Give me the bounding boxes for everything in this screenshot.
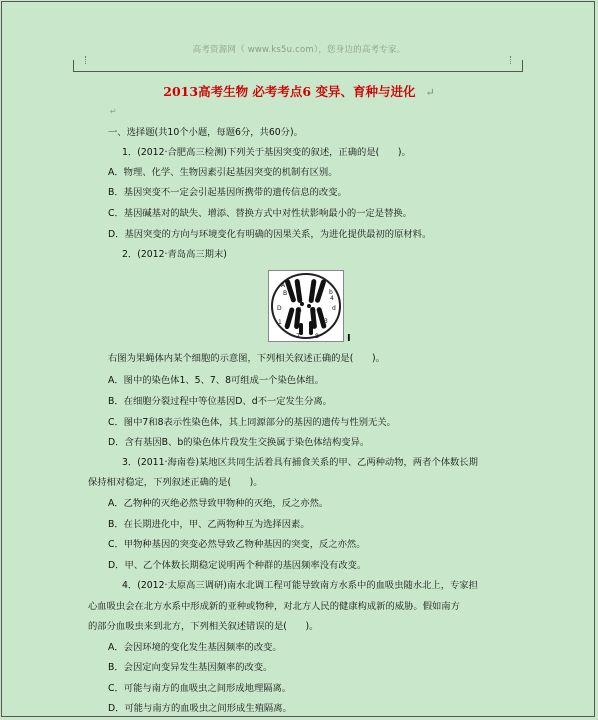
margin-mark-left <box>85 56 87 64</box>
q2-caption: 右图为果蝇体内某个细胞的示意图，下列相关叙述正确的是( )。 <box>108 353 385 364</box>
paragraph-mark-icon: ↵ <box>425 86 435 99</box>
chromosome-4-upper <box>314 279 326 303</box>
label-2: 2 <box>285 324 289 331</box>
q2-option-a: A．图中的染色体1、5、7、8可组成一个染色体组。 <box>108 375 324 386</box>
site-header-text: 高考资源网（ www.ks5u.com），您身边的高考专家。 <box>192 45 406 55</box>
label-D: D <box>277 305 282 312</box>
q3-stem-line2: 保持相对稳定，下列叙述正确的是( )。 <box>88 477 263 488</box>
q4-option-d: D．可能与南方的血吸虫之间形成生殖隔离。 <box>108 703 292 714</box>
label-8: 8 <box>315 333 319 340</box>
text-cursor-icon: I <box>347 333 351 344</box>
q4-stem-line1: 4．(2012·太原高三调研)南水北调工程可能导致南方水系中的血吸虫随水北上，专家担 <box>122 580 478 591</box>
label-5: 5 <box>298 307 302 314</box>
q1-option-b: B．基因突变不一定会引起基因所携带的遗传信息的改变。 <box>108 187 347 198</box>
header-rule <box>73 71 523 72</box>
q4-stem-line3: 的部分血吸虫来到北方，下列相关叙述错误的是( )。 <box>88 621 319 632</box>
header-corner-left <box>73 60 74 71</box>
section-heading: 一、选择题(共10个小题，每题6分，共60分)。 <box>108 127 303 138</box>
q1-option-a: A．物理、化学、生物因素引起基因突变的机制有区别。 <box>108 167 338 178</box>
margin-mark-right <box>510 56 512 64</box>
chromosome-6 <box>307 304 311 308</box>
q3-option-d: D．甲、乙个体数长期稳定说明两个种群的基因频率没有改变。 <box>108 560 367 571</box>
label-A: A <box>281 282 286 289</box>
label-6: 6 <box>312 307 316 314</box>
header-corner-right <box>522 60 523 71</box>
q1-option-c: C．基因碱基对的缺失、增添、替换方式中对性状影响最小的一定是替换。 <box>108 208 412 219</box>
q1-option-d: D．基因突变的方向与环境变化有明确的因果关系，为进化提供最初的原材料。 <box>108 229 432 240</box>
q4-option-b: B．会因定向变异发生基因频率的改变。 <box>108 662 273 673</box>
title-text: 2013高考生物 必考考点6 变异、育种与进化 <box>163 84 416 99</box>
fruitfly-cell-figure <box>268 270 344 342</box>
chromosome-diagram <box>269 271 343 341</box>
q2-option-c: C．图中7和8表示性染色体，其上同源部分的基因的遗传与性别无关。 <box>108 417 396 428</box>
label-7: 7 <box>296 333 300 340</box>
q3-option-b: B．在长期进化中，甲、乙两物种互为选择因素。 <box>108 519 310 530</box>
label-3: 3 <box>324 318 328 325</box>
chromosome-8 <box>309 321 313 335</box>
label-1: 1 <box>278 319 282 326</box>
label-d: d <box>332 305 336 312</box>
label-4: 4 <box>330 295 334 302</box>
q4-stem-line2: 心血吸虫会在北方水系中形成新的亚种或物种，对北方人民的健康构成新的威胁。假如南方 <box>88 601 460 612</box>
label-b: b <box>329 289 333 296</box>
q3-option-c: C．甲物种基因的突变必然导致乙物种基因的突变，反之亦然。 <box>108 539 366 550</box>
q3-option-a: A．乙物种的灭绝必然导致甲物种的灭绝，反之亦然。 <box>108 498 329 509</box>
q4-option-c: C．可能与南方的血吸虫之间形成地理隔离。 <box>108 683 292 694</box>
q2-option-b: B．在细胞分裂过程中等位基因D、d不一定发生分离。 <box>108 396 332 407</box>
paragraph-mark-icon: ↵ <box>110 107 117 116</box>
q4-option-a: A．会因环境的变化发生基因频率的改变。 <box>108 642 282 653</box>
q1-stem: 1．(2012·合肥高三检测)下列关于基因突变的叙述，正确的是( )。 <box>122 147 411 158</box>
chromosome-5 <box>300 302 304 306</box>
q2-option-d: D．含有基因B、b的染色体片段发生交换属于染色体结构变异。 <box>108 437 370 448</box>
label-B: B <box>283 290 288 297</box>
q2-stem: 2．(2012·青岛高三期末) <box>122 249 227 260</box>
q3-stem-line1: 3．(2011·海南卷)某地区共同生活着具有捕食关系的甲、乙两种动物，两者个体数长期 <box>122 457 478 468</box>
document-title <box>0 82 598 100</box>
